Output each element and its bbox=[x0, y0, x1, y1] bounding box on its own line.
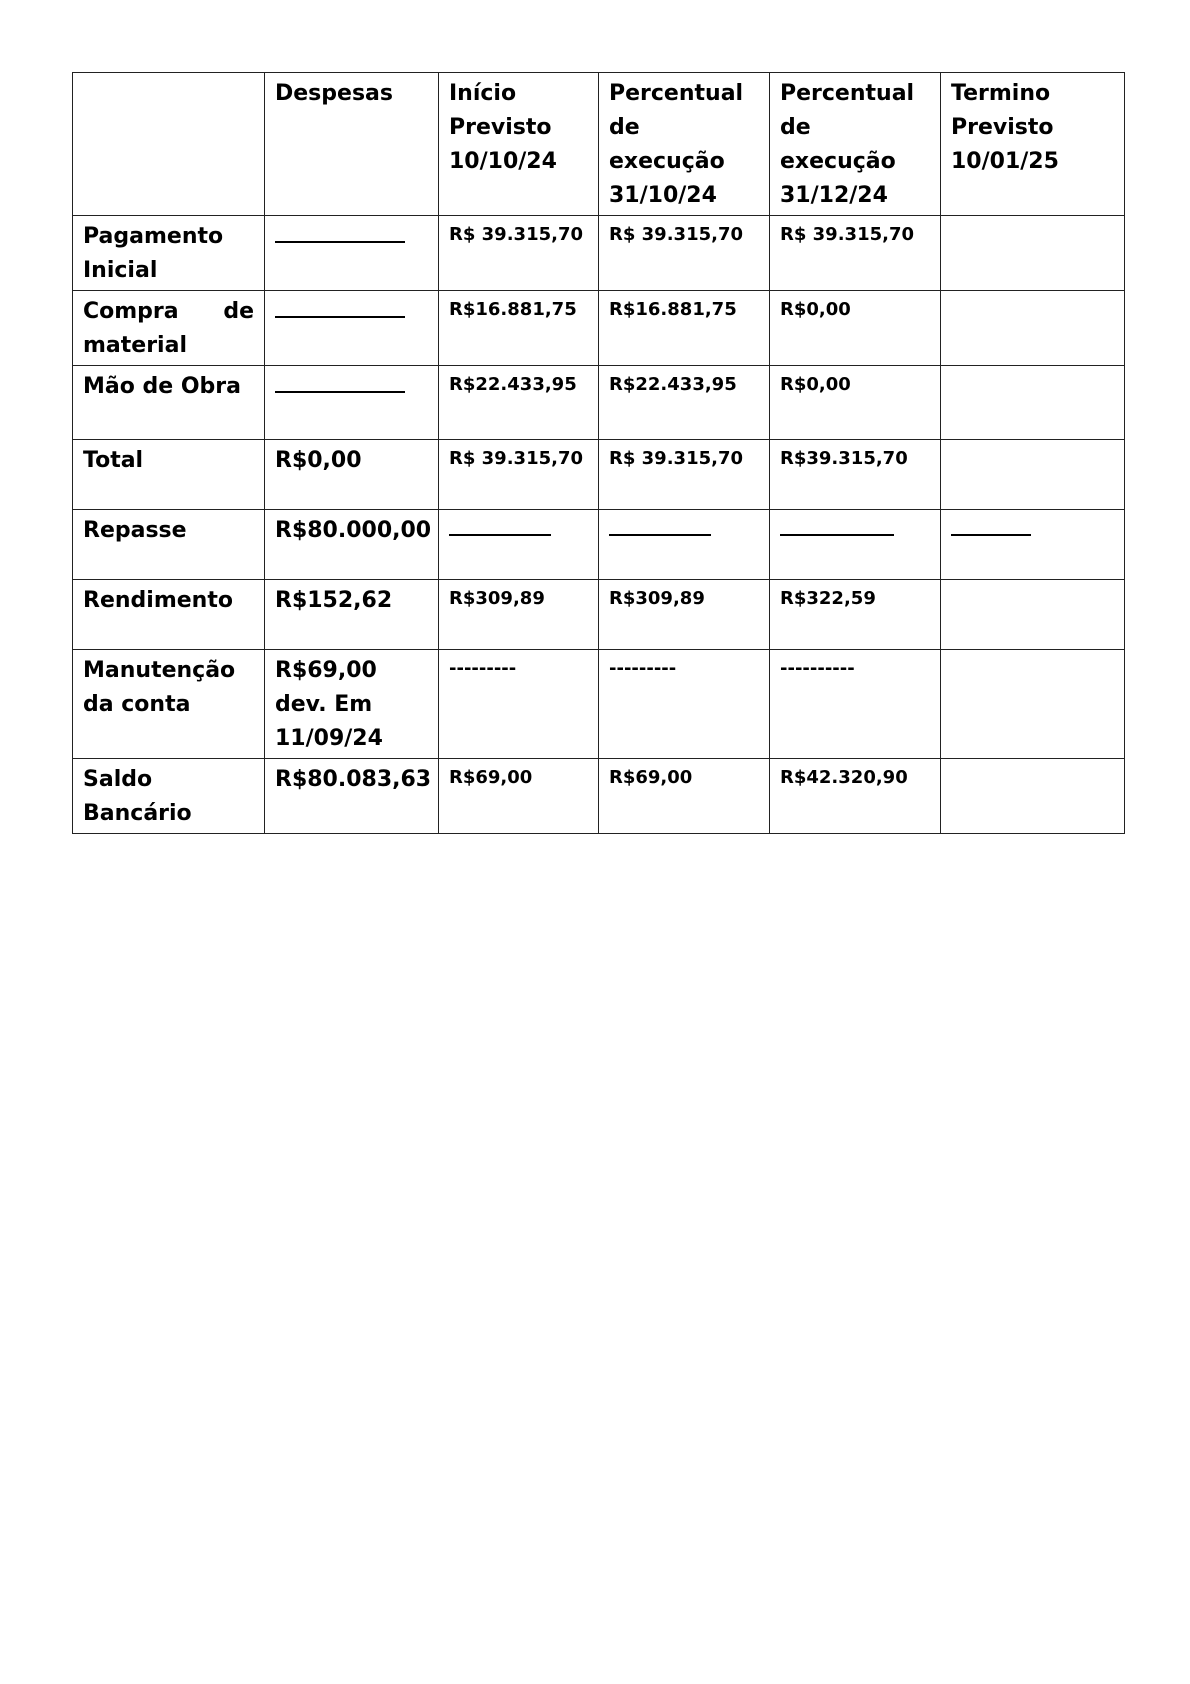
despesas-blank bbox=[265, 366, 439, 440]
despesas-value: R$80.000,00 bbox=[265, 510, 439, 580]
cell-value: R$322,59 bbox=[770, 580, 941, 650]
blank-cell bbox=[941, 510, 1125, 580]
blank-line bbox=[275, 298, 405, 318]
despesas-blank bbox=[265, 216, 439, 291]
cell-value bbox=[941, 291, 1125, 366]
table-row bbox=[73, 580, 1125, 650]
table-row bbox=[73, 366, 1125, 440]
cell-value: --------- bbox=[439, 650, 599, 759]
despesas-value: R$0,00 bbox=[265, 440, 439, 510]
cell-value bbox=[941, 440, 1125, 510]
despesas-value: R$152,62 bbox=[265, 580, 439, 650]
header-percentual-31-12: Percentual de execução 31/12/24 bbox=[770, 73, 941, 216]
cell-value: R$22.433,95 bbox=[439, 366, 599, 440]
cell-value: R$ 39.315,70 bbox=[599, 216, 770, 291]
table-row bbox=[73, 759, 1125, 834]
cell-value bbox=[941, 650, 1125, 759]
cell-value: R$0,00 bbox=[770, 291, 941, 366]
cell-value: R$69,00 bbox=[599, 759, 770, 834]
cell-value: R$22.433,95 bbox=[599, 366, 770, 440]
cell-value: R$69,00 bbox=[439, 759, 599, 834]
cell-value: R$16.881,75 bbox=[599, 291, 770, 366]
blank-line bbox=[275, 223, 405, 243]
cell-value: R$39.315,70 bbox=[770, 440, 941, 510]
cell-value: R$0,00 bbox=[770, 366, 941, 440]
cell-value bbox=[941, 216, 1125, 291]
blank-line bbox=[609, 516, 711, 536]
row-label-line: Compra de bbox=[83, 299, 254, 324]
cell-value: R$16.881,75 bbox=[439, 291, 599, 366]
row-label: Total bbox=[73, 440, 265, 510]
row-label: Repasse bbox=[73, 510, 265, 580]
cell-value: ---------- bbox=[770, 650, 941, 759]
blank-line bbox=[275, 373, 405, 393]
row-label: Mão de Obra bbox=[73, 366, 265, 440]
financial-table bbox=[72, 72, 1125, 834]
blank-cell bbox=[770, 510, 941, 580]
table-row bbox=[73, 440, 1125, 510]
header-empty bbox=[73, 73, 265, 216]
row-label: Manutenção da conta bbox=[73, 650, 265, 759]
header-percentual-31-10: Percentual de execução 31/10/24 bbox=[599, 73, 770, 216]
cell-value: R$ 39.315,70 bbox=[770, 216, 941, 291]
header-termino-previsto: Termino Previsto 10/01/25 bbox=[941, 73, 1125, 216]
blank-line bbox=[951, 516, 1031, 536]
cell-value bbox=[941, 366, 1125, 440]
despesas-value: R$80.083,63 bbox=[265, 759, 439, 834]
despesas-value: R$69,00 dev. Em 11/09/24 bbox=[265, 650, 439, 759]
row-label: Pagamento Inicial bbox=[73, 216, 265, 291]
table-row bbox=[73, 216, 1125, 291]
table-row bbox=[73, 510, 1125, 580]
row-label: Saldo Bancário bbox=[73, 759, 265, 834]
header-row bbox=[73, 73, 1125, 216]
row-label: Rendimento bbox=[73, 580, 265, 650]
cell-value: R$42.320,90 bbox=[770, 759, 941, 834]
cell-value: R$ 39.315,70 bbox=[599, 440, 770, 510]
blank-line bbox=[449, 516, 551, 536]
blank-cell bbox=[439, 510, 599, 580]
cell-value: --------- bbox=[599, 650, 770, 759]
header-despesas: Despesas bbox=[265, 73, 439, 216]
cell-value bbox=[941, 580, 1125, 650]
cell-value bbox=[941, 759, 1125, 834]
cell-value: R$309,89 bbox=[599, 580, 770, 650]
cell-value: R$ 39.315,70 bbox=[439, 216, 599, 291]
row-label: Compra de material bbox=[73, 291, 265, 366]
header-inicio-previsto: Início Previsto 10/10/24 bbox=[439, 73, 599, 216]
despesas-blank bbox=[265, 291, 439, 366]
blank-line bbox=[780, 516, 894, 536]
table-row bbox=[73, 650, 1125, 759]
table-row bbox=[73, 291, 1125, 366]
cell-value: R$ 39.315,70 bbox=[439, 440, 599, 510]
blank-cell bbox=[599, 510, 770, 580]
cell-value: R$309,89 bbox=[439, 580, 599, 650]
